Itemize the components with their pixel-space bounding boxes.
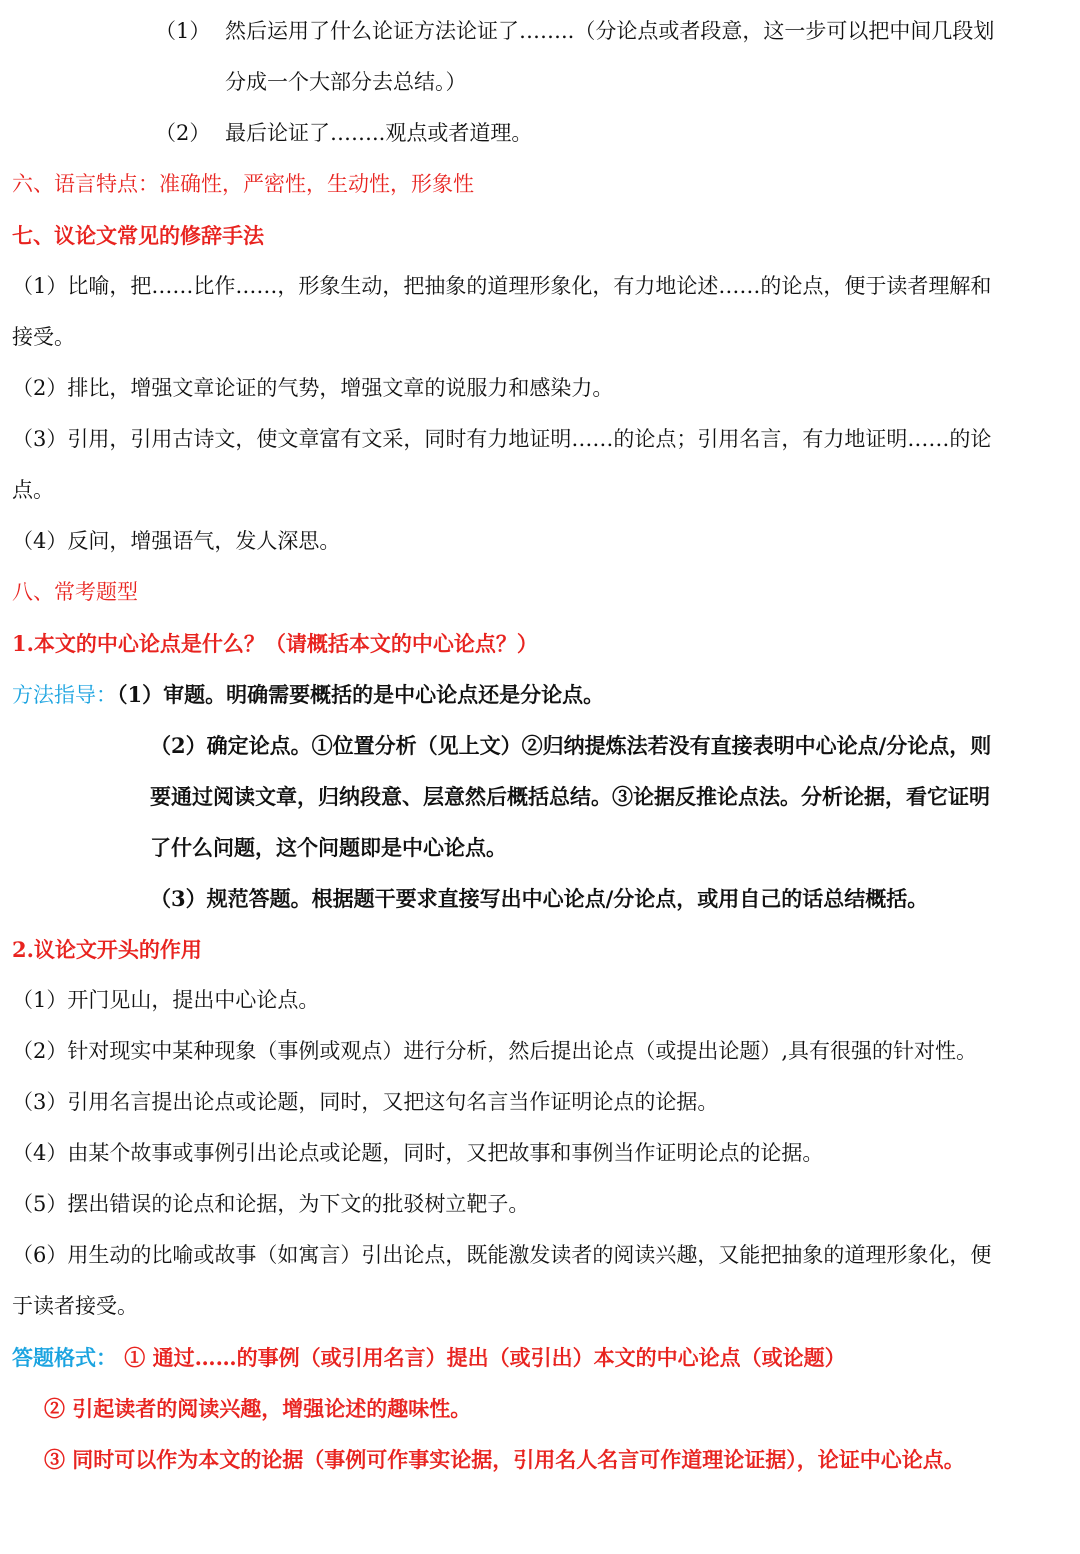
method-step-3: （3）规范答题。根据题干要求直接写出中心论点/分论点，或用自己的话总结概括。 — [150, 886, 929, 911]
opening-effect-3: （3）引用名言提出论点或论题，同时，又把这句名言当作证明论点的论据。 — [12, 1090, 719, 1114]
answer-format-3: ③ 同时可以作为本文的论据（事例可作事实论据，引用名人名言可作道理论证据），论证中心论点。 — [44, 1447, 965, 1472]
section-6-title: 六、语言特点： — [12, 172, 159, 196]
section-8-heading: 八、常考题型 — [12, 580, 138, 604]
step-1-text: 然后运用了什么论证方法论证了……..（分论点或者段意，这一步可以把中间几段划 — [225, 19, 995, 43]
opening-effect-1: （1）开门见山，提出中心论点。 — [12, 988, 320, 1012]
section-7-item-1-continuation: 接受。 — [12, 325, 75, 349]
answer-format-line — [12, 1332, 1058, 1383]
section-6-heading — [12, 159, 1058, 210]
section-7-item-1: （1）比喻，把……比作……，形象生动，把抽象的道理形象化，有力地论述……的论点，便于读者理解和 — [12, 274, 992, 298]
question-1-title: 1.本文的中心论点是什么？（请概括本文的中心论点？） — [12, 631, 538, 656]
step-1-continuation: 分成一个大部分去总结。） — [225, 70, 467, 94]
section-7-item-3-continuation: 点。 — [12, 478, 54, 502]
section-6-value: 准确性，严密性，生动性，形象性 — [159, 172, 474, 196]
question-2-title: 2.议论文开头的作用 — [12, 937, 202, 962]
method-step-1: （1）审题。明确需要概括的是中心论点还是分论点。 — [117, 682, 605, 707]
opening-effect-4: （4）由某个故事或事例引出论点或论题，同时，又把故事和事例当作证明论点的论据。 — [12, 1141, 824, 1165]
section-7-item-3: （3）引用，引用古诗文，使文章富有文采，同时有力地证明……的论点；引用名言，有力地证明……的论 — [12, 427, 992, 451]
answer-format-label: 答题格式： — [12, 1345, 117, 1370]
opening-effect-6: （6）用生动的比喻或故事（如寓言）引出论点，既能激发读者的阅读兴趣，又能把抽象的道理形象化，便 — [12, 1243, 992, 1267]
section-7-heading: 七、议论文常见的修辞手法 — [12, 223, 264, 248]
method-guide-line — [12, 669, 1058, 721]
method-step-2-continuation-2: 了什么问题，这个问题即是中心论点。 — [150, 835, 507, 860]
section-7-item-2: （2）排比，增强文章论证的气势，增强文章的说服力和感染力。 — [12, 376, 614, 400]
step-2-text: 最后论证了……..观点或者道理。 — [225, 121, 533, 145]
step-2-number: （2） — [155, 121, 211, 145]
method-guide-label: 方法指导： — [12, 683, 117, 707]
step-2-line — [155, 108, 1058, 159]
opening-effect-2: （2）针对现实中某种现象（事例或观点）进行分析，然后提出论点（或提出论题）,具有很强的针对性。 — [12, 1039, 978, 1063]
opening-effect-5: （5）摆出错误的论点和论据，为下文的批驳树立靶子。 — [12, 1192, 530, 1216]
answer-format-1: ① 通过……的事例（或引用名言）提出（或引出）本文的中心论点（或论题） — [117, 1345, 846, 1370]
method-step-2: （2）确定论点。①位置分析（见上文）②归纳提炼法若没有直接表明中心论点/分论点，则 — [150, 733, 992, 758]
step-1-number: （1） — [155, 19, 211, 43]
section-7-item-4: （4）反问，增强语气，发人深思。 — [12, 529, 341, 553]
opening-effect-6-continuation: 于读者接受。 — [12, 1294, 138, 1318]
step-1-line — [155, 6, 1058, 57]
method-step-2-continuation-1: 要通过阅读文章，归纳段意、层意然后概括总结。③论据反推论点法。分析论据，看它证明 — [150, 784, 990, 809]
answer-format-2: ② 引起读者的阅读兴趣，增强论述的趣味性。 — [44, 1396, 472, 1421]
